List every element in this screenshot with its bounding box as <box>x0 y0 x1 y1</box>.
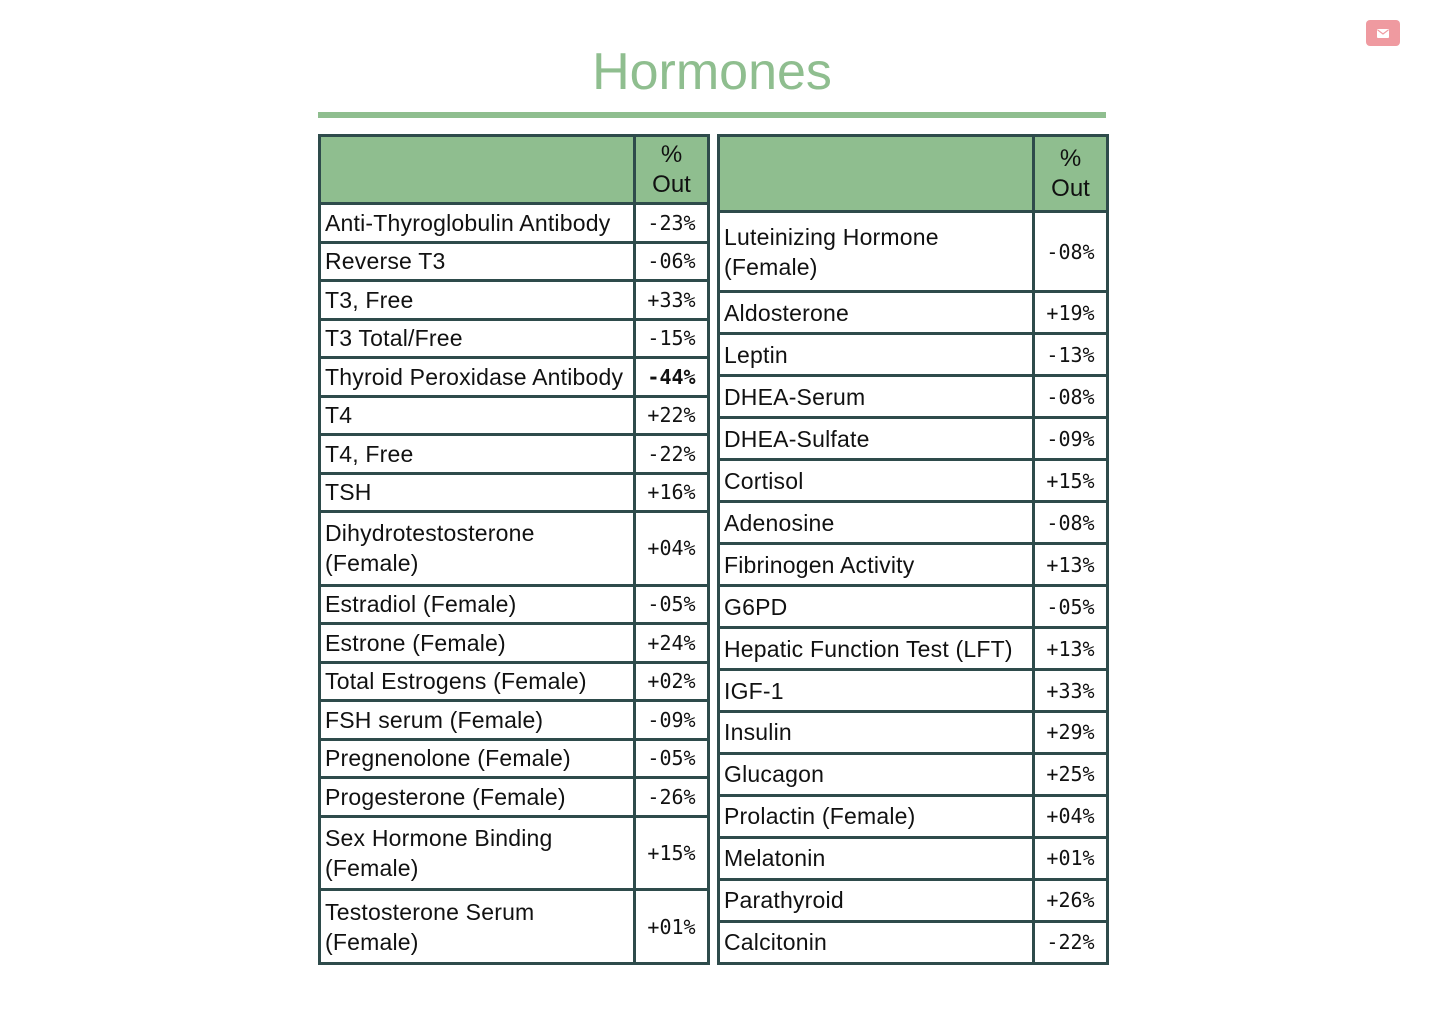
table-row <box>320 358 709 397</box>
table-row <box>320 585 709 624</box>
hormone-name: T3 Total/Free <box>320 319 635 358</box>
table-row <box>719 544 1108 586</box>
percent-out-value: +04% <box>1034 795 1108 837</box>
table-row <box>719 753 1108 795</box>
hormone-name: Parathyroid <box>719 879 1034 921</box>
page-title: Hormones <box>592 43 832 101</box>
table-row <box>719 795 1108 837</box>
hormone-table-left <box>318 134 710 965</box>
table-row <box>320 890 709 964</box>
hormone-name: Hepatic Function Test (LFT) <box>719 628 1034 670</box>
table-row <box>320 512 709 586</box>
table-row <box>320 701 709 740</box>
percent-out-value: -05% <box>635 739 709 778</box>
percent-out-value: +13% <box>1034 628 1108 670</box>
hormone-name: Aldosterone <box>719 292 1034 334</box>
table-row <box>320 816 709 890</box>
table-row <box>719 712 1108 754</box>
hormone-name: Pregnenolone (Female) <box>320 739 635 778</box>
hormone-name: Glucagon <box>719 753 1034 795</box>
percent-out-value: +29% <box>1034 712 1108 754</box>
percent-out-value: -08% <box>1034 502 1108 544</box>
table-row <box>719 212 1108 292</box>
hormone-name: T4 <box>320 396 635 435</box>
hormone-name: Leptin <box>719 334 1034 376</box>
hormone-name: FSH serum (Female) <box>320 701 635 740</box>
percent-out-value: -15% <box>635 319 709 358</box>
name-column-header <box>320 136 635 204</box>
mail-button[interactable] <box>1366 20 1400 46</box>
hormone-name: Sex Hormone Binding (Female) <box>320 816 635 890</box>
percent-out-value: +24% <box>635 624 709 663</box>
hormone-name: Thyroid Peroxidase Antibody <box>320 358 635 397</box>
table-header-row <box>320 136 709 204</box>
table-row <box>719 628 1108 670</box>
table-row <box>320 319 709 358</box>
percent-out-value: +33% <box>635 281 709 320</box>
table-row <box>320 739 709 778</box>
hormone-name: Cortisol <box>719 460 1034 502</box>
percent-out-value: -05% <box>635 585 709 624</box>
percent-out-value: -09% <box>1034 418 1108 460</box>
percent-out-value: +33% <box>1034 670 1108 712</box>
hormone-table-right <box>717 134 1109 965</box>
percent-out-value: -44% <box>635 358 709 397</box>
hormone-name: Insulin <box>719 712 1034 754</box>
percent-out-value: +01% <box>1034 837 1108 879</box>
table-row <box>719 502 1108 544</box>
table-row <box>320 624 709 663</box>
hormone-name: DHEA-Sulfate <box>719 418 1034 460</box>
percent-out-value: -08% <box>1034 376 1108 418</box>
hormone-name: G6PD <box>719 586 1034 628</box>
table-row <box>320 242 709 281</box>
hormone-name: T3, Free <box>320 281 635 320</box>
table-row <box>719 292 1108 334</box>
table-row <box>320 778 709 817</box>
percent-out-value: -09% <box>635 701 709 740</box>
envelope-icon <box>1377 29 1389 38</box>
name-column-header <box>719 136 1034 212</box>
table-row <box>719 460 1108 502</box>
hormone-name: Total Estrogens (Female) <box>320 662 635 701</box>
percent-out-value: -08% <box>1034 212 1108 292</box>
percent-out-value: +19% <box>1034 292 1108 334</box>
table-header-row <box>719 136 1108 212</box>
hormone-name: DHEA-Serum <box>719 376 1034 418</box>
percent-out-value: +26% <box>1034 879 1108 921</box>
table-row <box>320 204 709 243</box>
table-row <box>719 670 1108 712</box>
table-row <box>320 396 709 435</box>
hormone-name: Dihydrotestosterone (Female) <box>320 512 635 586</box>
title-divider <box>318 112 1106 118</box>
hormone-name: Adenosine <box>719 502 1034 544</box>
table-row <box>719 879 1108 921</box>
percent-out-value: +13% <box>1034 544 1108 586</box>
hormone-name: Prolactin (Female) <box>719 795 1034 837</box>
hormone-name: Testosterone Serum (Female) <box>320 890 635 964</box>
percent-out-value: -26% <box>635 778 709 817</box>
percent-out-value: +02% <box>635 662 709 701</box>
hormone-name: Progesterone (Female) <box>320 778 635 817</box>
table-row <box>719 586 1108 628</box>
percent-out-value: +04% <box>635 512 709 586</box>
table-row <box>719 334 1108 376</box>
percent-out-value: -06% <box>635 242 709 281</box>
hormone-name: Estradiol (Female) <box>320 585 635 624</box>
hormone-name: IGF-1 <box>719 670 1034 712</box>
hormone-name: Calcitonin <box>719 921 1034 963</box>
percent-out-value: +15% <box>1034 460 1108 502</box>
percent-out-value: -23% <box>635 204 709 243</box>
percent-out-value: +22% <box>635 396 709 435</box>
table-row <box>719 921 1108 963</box>
percent-out-value: +15% <box>635 816 709 890</box>
table-row <box>320 435 709 474</box>
percent-out-value: +01% <box>635 890 709 964</box>
table-row <box>719 376 1108 418</box>
hormone-name: Estrone (Female) <box>320 624 635 663</box>
hormone-name: Fibrinogen Activity <box>719 544 1034 586</box>
table-row <box>320 281 709 320</box>
percent-out-value: -05% <box>1034 586 1108 628</box>
percent-out-value: +25% <box>1034 753 1108 795</box>
hormone-name: Luteinizing Hormone (Female) <box>719 212 1034 292</box>
table-row <box>719 837 1108 879</box>
percent-out-header: % Out <box>635 136 709 204</box>
percent-out-value: -22% <box>1034 921 1108 963</box>
hormone-name: Melatonin <box>719 837 1034 879</box>
hormone-name: Reverse T3 <box>320 242 635 281</box>
percent-out-value: +16% <box>635 473 709 512</box>
table-row <box>320 473 709 512</box>
hormone-name: TSH <box>320 473 635 512</box>
table-row <box>320 662 709 701</box>
percent-out-value: -13% <box>1034 334 1108 376</box>
table-row <box>719 418 1108 460</box>
percent-out-value: -22% <box>635 435 709 474</box>
hormone-name: T4, Free <box>320 435 635 474</box>
hormone-name: Anti-Thyroglobulin Antibody <box>320 204 635 243</box>
percent-out-header: % Out <box>1034 136 1108 212</box>
